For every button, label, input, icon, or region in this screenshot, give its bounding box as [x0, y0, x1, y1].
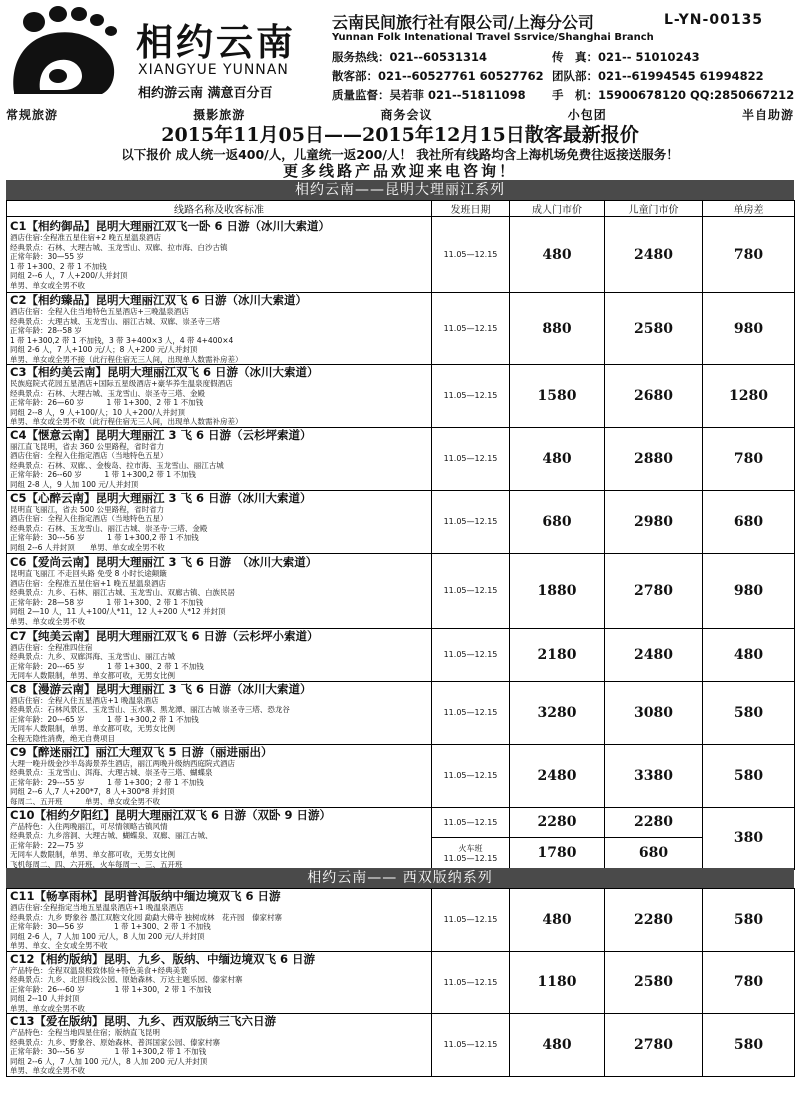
route-detail-line: 酒店住宿：全程准四住宿	[10, 642, 93, 652]
route-detail-line: 经典景点：石林、双廊、、金梭岛、拉市海、玉龙雪山、丽江古城	[10, 460, 224, 470]
child-price: 2280	[605, 889, 703, 952]
single-room-supplement: 480	[703, 628, 795, 681]
route-detail-line: 经典景点：石林风景区、玉龙雪山、玉水寨、黑龙潭、丽江古城 崇圣寺三塔、恐龙谷	[10, 705, 290, 715]
adult-price: 480	[510, 217, 605, 293]
route-title: C8【漫游云南】昆明大理丽江 3 飞 6 日游（冰川大索道）	[10, 681, 312, 696]
route-description	[7, 365, 432, 428]
contact-row	[332, 48, 796, 67]
table-row	[7, 427, 795, 490]
adult-price: 480	[510, 427, 605, 490]
single-room-supplement: 680	[703, 490, 795, 553]
route-title: C6【爱尚云南】昆明大理丽江 3 飞 6 日游 （冰川大索道）	[10, 555, 318, 569]
single-room-supplement: 580	[703, 1014, 795, 1077]
route-detail-line: 酒店住宿：全程准五星住宿+1 晚五星温泉酒店	[10, 578, 166, 588]
adult-price: 480	[510, 1014, 605, 1077]
child-price: 2680	[605, 365, 703, 428]
departure-date: 11.05—12.15	[432, 553, 510, 628]
route-detail-line: 经典景点：石林、大理古城、玉龙雪山、崇圣寺三塔、金殿	[10, 388, 205, 398]
route-detail-line: 同组 2--6 人,7 人+200*7，8 人+300*8 并封顶	[10, 787, 175, 797]
column-header-date: 发班日期	[432, 201, 510, 217]
train-label: 火车班	[458, 844, 483, 854]
route-detail-line: 经典景点：石林、玉龙雪山、丽江古城、崇圣寺·三塔、金殿	[10, 523, 208, 533]
departure-date: 11.05—12.15	[432, 427, 510, 490]
route-title: C13【爱在版纳】昆明、九乡、西双版纳三飞六日游	[10, 1014, 276, 1028]
route-detail-line: 经典景点：九乡 野象谷 墨江双胞文化园 勐勐大佛寺 独树成林 花卉园 傣家村寨	[10, 912, 283, 922]
individual-dept: 散客部：021--60527761 60527762	[332, 69, 544, 83]
train-date: 11.05—12.15	[443, 854, 498, 864]
adult-price: 2180	[510, 628, 605, 681]
adult-price: 3280	[510, 681, 605, 744]
service-hotline: 服务热线：021--60531314	[332, 50, 488, 64]
table-row	[7, 365, 795, 428]
column-header-single: 单房差	[703, 201, 795, 217]
adult-price: 2280	[510, 807, 605, 837]
route-description	[7, 951, 432, 1014]
route-detail-line: 单男、单女或全男不收	[10, 1066, 85, 1075]
table-row	[7, 681, 795, 744]
route-detail-line: 大理一晚升级金沙半岛海景养生酒店，丽江两晚升级纳西庭院式酒店	[10, 758, 235, 768]
route-detail-line: 经典景点：九乡溶洞、大理古城、蝴蝶泉、双廊、丽江古城、	[10, 831, 213, 840]
route-detail-line: 同组 2--6 人并封顶 单男、单女或全男不收	[10, 542, 165, 552]
route-detail-line: 酒店住宿:全程指定当地五星温泉酒店+1 晚温泉酒店	[10, 903, 184, 912]
single-room-supplement: 1280	[703, 365, 795, 428]
route-detail-line: 正常年龄：30—55 岁	[10, 252, 84, 261]
departure-date: 11.05—12.15	[432, 1014, 510, 1077]
table-header-row	[7, 201, 795, 217]
fax: 传 真：021-- 51010243	[552, 50, 700, 64]
company-english-name: Yunnan Folk Intenational Travel Ssrvice/Shanghai Branch	[332, 32, 654, 43]
single-room-supplement: 380	[703, 807, 795, 870]
route-description	[7, 807, 432, 870]
column-header-child: 儿童门市价	[605, 201, 703, 217]
departure-date: 11.05—12.15	[432, 365, 510, 428]
route-detail-line: 飞机每周二、四、六开班，火车每周一、三、五开班	[10, 859, 183, 869]
route-detail-line: 民族庭院式花园五星酒店+国际五星级酒店+豪华养生温泉度假酒店	[10, 379, 233, 388]
route-description	[7, 681, 432, 744]
child-price: 2980	[605, 490, 703, 553]
main-title: 2015年11月05日——2015年12月15日散客最新报价	[161, 124, 639, 146]
adult-price: 680	[510, 490, 605, 553]
route-detail-line: 全程无隐性消费，绝无自费项目	[10, 733, 115, 743]
section-header-xishuangbanna: 相约云南—— 西双版纳系列	[6, 868, 794, 888]
table-row	[7, 951, 795, 1014]
route-description	[7, 490, 432, 553]
route-detail-line: 产品特色：全程双温泉极致体验+特色美食+经典美景	[10, 965, 188, 975]
category-item: 小包团	[567, 108, 607, 122]
logo-chinese-text: 相约云南	[136, 20, 296, 64]
child-price: 2480	[605, 217, 703, 293]
adult-price: 480	[510, 889, 605, 952]
route-detail-line: 酒店住宿：全程入住当地特色五星酒店+三晚温泉酒店	[10, 307, 189, 316]
adult-price: 880	[510, 293, 605, 365]
route-detail-line: 酒店住宿:全程准五星住宿+2 晚五星温泉酒店	[10, 233, 161, 242]
category-item: 半自助游	[741, 108, 794, 122]
route-detail-line: 产品特色：入住两晚丽江，可尽情领略古镇风情	[10, 821, 168, 831]
contact-row	[332, 67, 796, 86]
column-header-adult: 成人门市价	[510, 201, 605, 217]
route-detail-line: 产品特色：全程当地四星住宿；版纳直飞昆明	[10, 1028, 160, 1037]
route-description	[7, 1014, 432, 1077]
route-detail-line: 同组 2-8 人，9 人加 100 元/人并封顶	[10, 479, 139, 489]
route-detail-line: 经典景点：玉龙雪山、洱海、大理古城、崇圣寺三塔、蝴蝶泉	[10, 768, 213, 778]
category-item: 商务会议	[380, 108, 433, 122]
table-row	[7, 293, 795, 365]
child-price: 2780	[605, 1014, 703, 1077]
route-title: C9【醉迷丽江】丽江大理双飞 5 日游（丽进丽出）	[10, 744, 273, 759]
table-row	[7, 628, 795, 681]
route-detail-line: 1 带 1+300,2 带 1 不加钱，3 带 3+400×3 人，4 带 4+400×4	[10, 335, 234, 345]
route-detail-line: 正常年龄：20---65 岁 1 带 1+300、2 带 1 不加钱	[10, 661, 204, 671]
single-room-supplement: 780	[703, 951, 795, 1014]
route-detail-line: 正常年龄：20---65 岁 1 带 1+300,2 带 1 不加钱	[10, 714, 199, 724]
route-price-table-2	[6, 888, 795, 1077]
route-description	[7, 553, 432, 628]
departure-date: 11.05—12.15	[432, 490, 510, 553]
route-description	[7, 293, 432, 365]
adult-price-train: 1780	[510, 837, 605, 869]
route-detail-line: 同组 2--8 人，9 人+100/人；10 人+200/人并封顶	[10, 407, 186, 417]
route-description	[7, 889, 432, 952]
route-detail-line: 正常年龄：26—60 岁 1 带 1+300、2 带 1 不加钱	[10, 398, 204, 407]
route-title: C2【相约臻品】昆明大理丽江双飞 6 日游（冰川大索道）	[10, 293, 307, 307]
route-detail-line: 每周二、五开班 单男、单女或全男不收	[10, 796, 160, 806]
route-detail-line: 正常年龄：30—56 岁 1 带 1+300、2 带 1 不加钱	[10, 922, 211, 931]
route-detail-line: 正常年龄：28--58 岁	[10, 326, 82, 335]
route-title: C12【相约版纳】昆明、九乡、版纳、中缅边境双飞 6 日游	[10, 951, 315, 966]
table-row	[7, 807, 795, 837]
single-room-supplement: 580	[703, 681, 795, 744]
route-detail-line: 单男、单女或全男不收	[10, 280, 85, 290]
route-detail-line: 经典景点：九乡、石林、丽江古城、玉龙雪山、双廊古镇、白族民居	[10, 588, 235, 597]
route-detail-line: 酒店住宿：全程入住五星酒店+1 晚温泉酒店	[10, 695, 159, 705]
route-detail-line: 经典景点：石林、大理古城、玉龙雪山、双廊、拉市海、白沙古镇	[10, 242, 228, 252]
route-detail-line: 昆明直飞丽江 不走回头路 免受 8 小时长途颠簸	[10, 569, 167, 578]
route-detail-line: 单男、单女、全女或全男不收	[10, 941, 108, 950]
route-detail-line: 正常年龄：28—58 岁 1 带 1+300、2 带 1 不加钱	[10, 597, 204, 607]
route-title: C10【相约夕阳红】昆明大理丽江双飞 6 日游（双卧 9 日游）	[10, 807, 331, 822]
child-price: 2280	[605, 807, 703, 837]
route-detail-line: 单男、单女或全男不接（此行程住宿无三人间，出现单人数需补房差）	[10, 354, 243, 364]
logo	[6, 4, 324, 102]
route-detail-line: 同组 2-6 人，7 人加 100 元/人，8 人加 200 元/人并封顶	[10, 931, 205, 941]
route-detail-line: 同组 2-6 人，7 人+100 元/人；8 人+200 元/人并封顶	[10, 345, 198, 354]
route-detail-line: 经典景点：大理古城、玉龙雪山、丽江古城、双廊、崇圣寺三塔	[10, 316, 220, 326]
single-room-supplement: 980	[703, 293, 795, 365]
contact-info	[332, 48, 796, 105]
route-description	[7, 427, 432, 490]
single-room-supplement: 580	[703, 744, 795, 807]
contact-row	[332, 86, 796, 105]
route-title: C11【畅享雨林】昆明普洱版纳中缅边境双飞 6 日游	[10, 889, 281, 903]
child-price: 3380	[605, 744, 703, 807]
adult-price: 2480	[510, 744, 605, 807]
child-price: 2580	[605, 293, 703, 365]
route-detail-line: 单男、单女或全男不收	[10, 1003, 85, 1013]
single-room-supplement: 980	[703, 553, 795, 628]
train-departure-date	[432, 837, 510, 869]
route-detail-line: 酒店住宿：全程入住指定酒店（当地特色五星）	[10, 514, 168, 524]
table-row	[7, 889, 795, 952]
departure-date: 11.05—12.15	[432, 744, 510, 807]
route-price-table-1	[6, 200, 795, 870]
child-price: 2880	[605, 427, 703, 490]
table-row	[7, 744, 795, 807]
route-detail-line: 正常年龄：22—75 岁	[10, 840, 84, 850]
single-room-supplement: 580	[703, 889, 795, 952]
route-detail-line: 经典景点：九乡、野象谷、原始森林、普洱国家公园、傣家村寨	[10, 1037, 220, 1047]
route-detail-line: 同组 2--10 人并封顶	[10, 994, 80, 1003]
route-title: C3【相约美云南】昆明大理丽江双飞 6 日游（冰川大索道）	[10, 365, 319, 379]
adult-price: 1180	[510, 951, 605, 1014]
route-detail-line: 正常年龄：29---55 岁 1 带 1+300；2 带 1 不加钱	[10, 777, 204, 787]
sub-title: 以下报价 成人统一返400/人，儿童统一返200/人！ 我社所有线路均含上海机场免费往返接送服务！	[121, 147, 679, 162]
table-row	[7, 1014, 795, 1077]
route-description	[7, 217, 432, 293]
route-detail-line: 正常年龄：26--60 岁 1 带 1+300,2 带 1 不加钱	[10, 470, 196, 480]
logo-slogan: 相约游云南 满意百分百	[138, 86, 273, 101]
route-detail-line: 1 带 1+300、2 带 1 不加钱	[10, 261, 107, 271]
table-row	[7, 217, 795, 293]
footprint-logo-icon	[6, 4, 124, 100]
table-row	[7, 553, 795, 628]
header	[0, 0, 800, 104]
route-detail-line: 无同车人数限制，单男、单女都可收，无男女比例	[10, 671, 175, 680]
single-room-supplement: 780	[703, 427, 795, 490]
route-title: C4【惬意云南】昆明大理丽江 3 飞 6 日游（云杉坪索道）	[10, 427, 312, 442]
section-header-kunming-dali-lijiang: 相约云南——昆明大理丽江系列	[6, 180, 794, 200]
route-detail-line: 同组 2--6 人，7 人+200/人并封顶	[10, 271, 128, 280]
departure-date: 11.05—12.15	[432, 293, 510, 365]
departure-date: 11.05—12.15	[432, 628, 510, 681]
route-detail-line: 经典景点：九乡、北回归线公园、原始森林、万达主题乐园、傣家村寨	[10, 975, 243, 984]
child-price-train: 680	[605, 837, 703, 869]
route-detail-line: 正常年龄：30---56 岁 1 带 1+300,2 带 1 不加钱	[10, 533, 199, 543]
route-description	[7, 744, 432, 807]
category-item: 摄影旅游	[193, 108, 246, 122]
quality-supervision: 质量监督：吴若菲 021--51811098	[332, 88, 526, 102]
route-detail-line: 无同车人数限制，单男、单女都可收，无男女比例	[10, 850, 175, 859]
route-description	[7, 628, 432, 681]
route-detail-line: 同组 2—10 人，11 人+100/人*11，12 人+200 人*12 并封顶	[10, 607, 226, 616]
welcome-banner: 更多线路产品欢迎来电咨询！	[282, 162, 517, 180]
departure-date: 11.05—12.15	[432, 889, 510, 952]
category-item: 常规旅游	[6, 108, 59, 122]
group-dept: 团队部：021--61994545 61994822	[552, 69, 764, 83]
route-detail-line: 单男、单女或全男不收	[10, 616, 85, 626]
adult-price: 1580	[510, 365, 605, 428]
logo-english-text: XIANGYUE YUNNAN	[138, 62, 289, 78]
route-title: C1【相约御品】昆明大理丽江双飞一卧 6 日游（冰川大索道）	[10, 219, 330, 233]
child-price: 2480	[605, 628, 703, 681]
child-price: 2580	[605, 951, 703, 1014]
route-title: C5【心醉云南】昆明大理丽江 3 飞 6 日游（冰川大索道）	[10, 490, 312, 505]
company-name: 云南民间旅行社有限公司/上海分公司	[332, 13, 594, 32]
departure-date: 11.05—12.15	[432, 951, 510, 1014]
route-detail-line: 经典景点：九乡、双廊洱海、玉龙雪山、丽江古城	[10, 652, 175, 661]
single-room-supplement: 780	[703, 217, 795, 293]
child-price: 3080	[605, 681, 703, 744]
adult-price: 1880	[510, 553, 605, 628]
route-title: C7【纯美云南】昆明大理丽江双飞 6 日游（云杉坪小索道）	[10, 628, 319, 643]
child-price: 2780	[605, 553, 703, 628]
table-row	[7, 490, 795, 553]
route-detail-line: 无同车人数限制，单男、单女都可收，无男女比例	[10, 724, 175, 734]
license-code: L-YN-00135	[664, 12, 764, 28]
departure-date: 11.05—12.15	[432, 217, 510, 293]
route-detail-line: 丽江直飞昆明，省去 360 公里路程，省时省力	[10, 441, 165, 451]
route-detail-line: 正常年龄：30---56 岁 1 带 1+300,2 带 1 不加钱	[10, 1047, 207, 1056]
column-header-route: 线路名称及收客标准	[7, 201, 432, 217]
route-detail-line: 正常年龄：26---60 岁 1 带 1+300，2 带 1 不加钱	[10, 984, 212, 994]
departure-date: 11.05—12.15	[432, 807, 510, 837]
route-detail-line: 单男、单女或全男不收（此行程住宿无三人间，出现单人数需补房差）	[10, 417, 243, 426]
route-detail-line: 酒店住宿：全程入住指定酒店（当地特色五星）	[10, 451, 168, 461]
route-detail-line: 同组 2--6 人，7 人加 100 元/人，8 人加 200 元/人并封顶	[10, 1056, 208, 1066]
mobile-qq: 手 机：15900678120 QQ:2850667212	[552, 88, 795, 102]
departure-date: 11.05—12.15	[432, 681, 510, 744]
route-detail-line: 昆明直飞丽江，省去 500 公里路程，省时省力	[10, 504, 165, 514]
